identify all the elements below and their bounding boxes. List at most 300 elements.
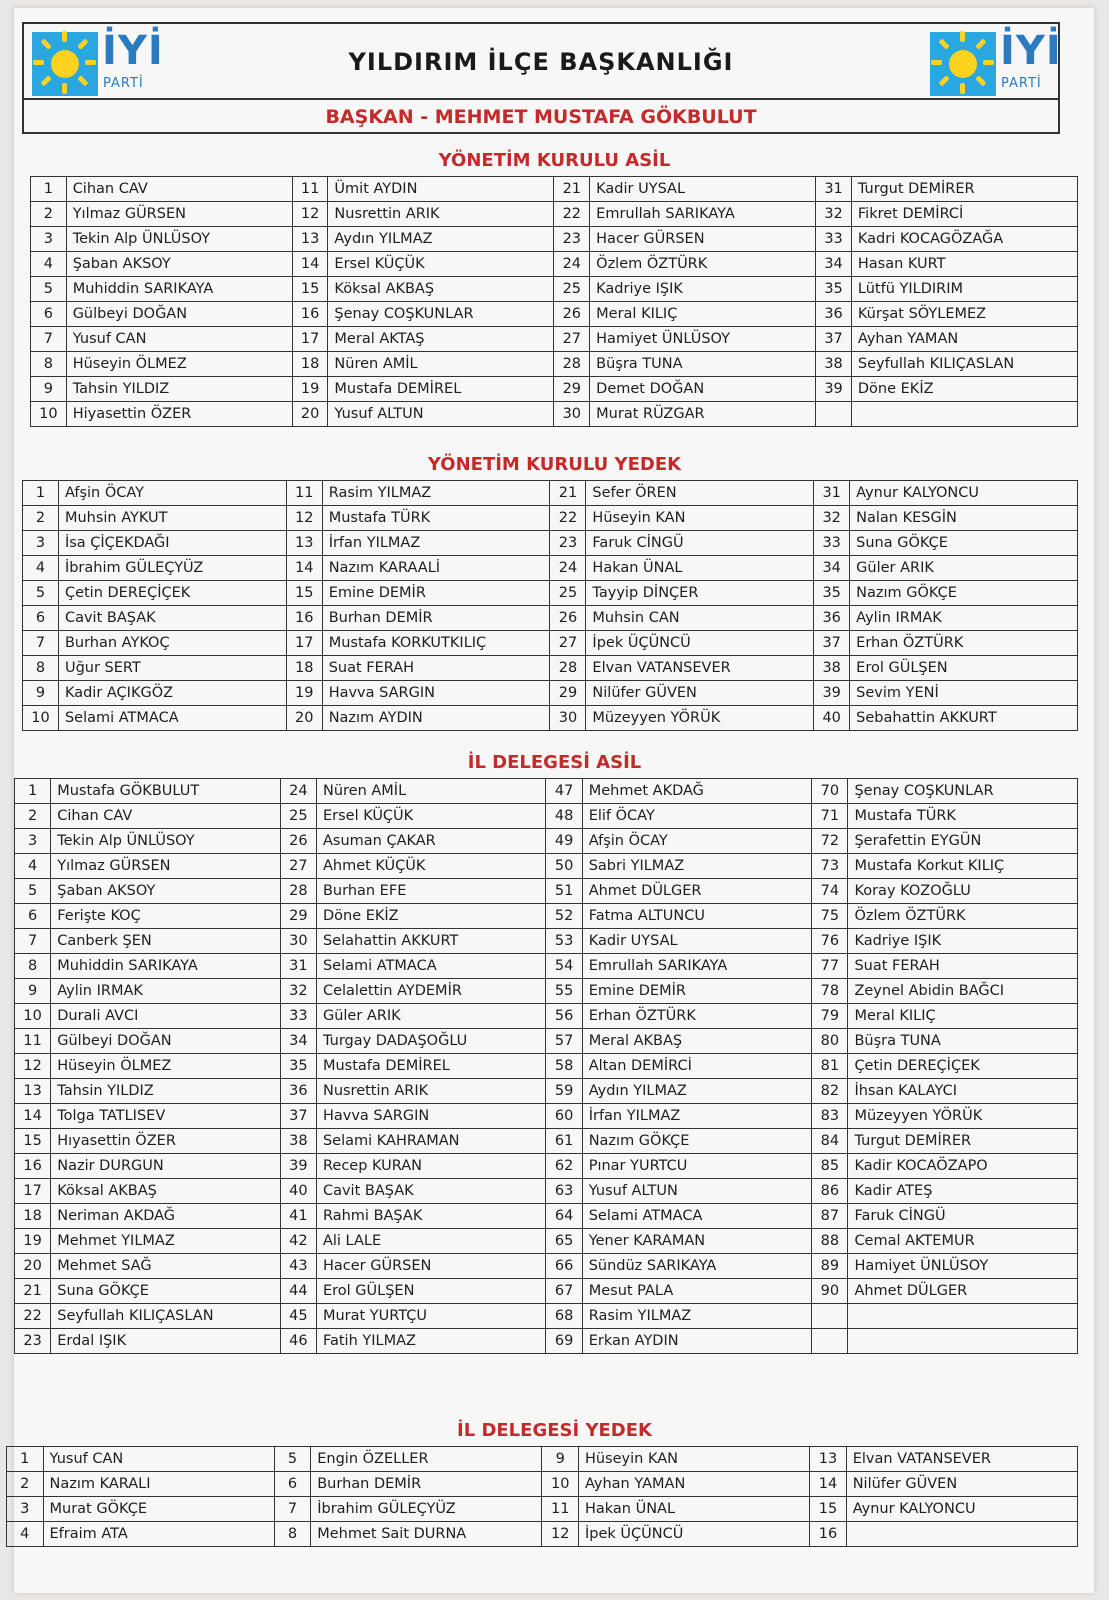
member-name: Sündüz SARIKAYA (582, 1254, 812, 1279)
row-number: 9 (23, 681, 59, 706)
member-name: Efraim ATA (43, 1522, 274, 1547)
row-number: 4 (23, 556, 59, 581)
member-name: Mehmet AKDAĞ (582, 779, 812, 804)
member-name: İrfan YILMAZ (582, 1104, 812, 1129)
row-number: 9 (542, 1447, 579, 1472)
member-name: Lütfü YILDIRIM (851, 277, 1077, 302)
row-number: 39 (816, 377, 852, 402)
row-number: 5 (15, 879, 51, 904)
logo-subtext: PARTİ (103, 76, 144, 91)
member-name: Celalettin AYDEMİR (316, 979, 546, 1004)
row-number: 6 (15, 904, 51, 929)
member-name: İpek ÜÇÜNCÜ (578, 1522, 809, 1547)
member-name: Aynur KALYONCU (850, 481, 1078, 506)
logo-wordmark: İYİ (102, 28, 164, 74)
member-name: Tekin Alp ÜNLÜSOY (51, 829, 281, 854)
table-row (15, 854, 1078, 879)
table-row (31, 302, 1078, 327)
table-row (15, 1204, 1078, 1229)
member-name: Yılmaz GÜRSEN (66, 202, 292, 227)
row-number: 35 (814, 581, 850, 606)
member-name: Burhan DEMİR (311, 1472, 542, 1497)
row-number: 38 (816, 352, 852, 377)
member-name: Şerafettin EYGÜN (848, 829, 1078, 854)
row-number: 13 (292, 227, 328, 252)
row-number: 69 (546, 1329, 582, 1354)
table-row (15, 1054, 1078, 1079)
row-number: 29 (554, 377, 590, 402)
table-row (15, 1079, 1078, 1104)
member-name: Ersel KÜÇÜK (316, 804, 546, 829)
member-name: Emine DEMİR (582, 979, 812, 1004)
member-name: Durali AVCI (51, 1004, 281, 1029)
member-name: Şenay COŞKUNLAR (848, 779, 1078, 804)
member-name: Nazım KARAALİ (322, 556, 550, 581)
row-number: 58 (546, 1054, 582, 1079)
member-name: Uğur SERT (58, 656, 286, 681)
row-number: 39 (280, 1154, 316, 1179)
member-name: İsa ÇİÇEKDAĞI (58, 531, 286, 556)
row-number: 84 (812, 1129, 848, 1154)
row-number: 30 (554, 402, 590, 427)
member-name: Erhan ÖZTÜRK (582, 1004, 812, 1029)
member-name: Nazım GÖKÇE (582, 1129, 812, 1154)
row-number: 48 (546, 804, 582, 829)
row-number (816, 402, 852, 427)
member-name: Hiyasettin ÖZER (66, 402, 292, 427)
table-row (15, 829, 1078, 854)
member-name: Fatih YILMAZ (316, 1329, 546, 1354)
member-name: Sabri YILMAZ (582, 854, 812, 879)
table-row (23, 606, 1078, 631)
member-name: Mehmet SAĞ (51, 1254, 281, 1279)
member-name: Nalan KESGİN (850, 506, 1078, 531)
row-number: 26 (550, 606, 586, 631)
row-number: 21 (554, 177, 590, 202)
row-number: 5 (23, 581, 59, 606)
row-number: 25 (554, 277, 590, 302)
table-row (15, 1254, 1078, 1279)
row-number: 49 (546, 829, 582, 854)
row-number: 10 (15, 1004, 51, 1029)
member-name: Meral AKBAŞ (582, 1029, 812, 1054)
row-number: 13 (286, 531, 322, 556)
member-name: Hüseyin ÖLMEZ (66, 352, 292, 377)
row-number: 37 (280, 1104, 316, 1129)
il-delegesi-yedek-table (6, 1446, 1078, 1547)
row-number: 1 (7, 1447, 44, 1472)
row-number: 3 (23, 531, 59, 556)
row-number: 19 (286, 681, 322, 706)
member-name: Faruk CİNGÜ (848, 1204, 1078, 1229)
row-number: 14 (810, 1472, 847, 1497)
table-row (15, 904, 1078, 929)
row-number: 44 (280, 1279, 316, 1304)
member-name: Büşra TUNA (848, 1029, 1078, 1054)
row-number: 19 (292, 377, 328, 402)
row-number: 70 (812, 779, 848, 804)
member-name: Kadir ATEŞ (848, 1179, 1078, 1204)
member-name: Murat YURTÇU (316, 1304, 546, 1329)
row-number: 8 (31, 352, 67, 377)
table-row (23, 556, 1078, 581)
member-name: Turgay DADAŞOĞLU (316, 1029, 546, 1054)
member-name: Suna GÖKÇE (850, 531, 1078, 556)
row-number: 7 (274, 1497, 311, 1522)
member-name: Köksal AKBAŞ (51, 1179, 281, 1204)
member-name: Turgut DEMİRER (851, 177, 1077, 202)
row-number: 17 (292, 327, 328, 352)
member-name: Mustafa DEMİREL (328, 377, 554, 402)
member-name (848, 1329, 1078, 1354)
row-number: 54 (546, 954, 582, 979)
member-name: Elif ÖCAY (582, 804, 812, 829)
table-row (7, 1497, 1078, 1522)
member-name: Nazım AYDIN (322, 706, 550, 731)
row-number: 32 (280, 979, 316, 1004)
row-number: 47 (546, 779, 582, 804)
member-name: Cihan CAV (66, 177, 292, 202)
row-number: 4 (15, 854, 51, 879)
row-number: 37 (816, 327, 852, 352)
member-name: Hamiyet ÜNLÜSOY (848, 1254, 1078, 1279)
member-name: Kadri KOCAGÖZAĞA (851, 227, 1077, 252)
section-title: YÖNETİM KURULU YEDEK (427, 454, 682, 475)
table-row (15, 879, 1078, 904)
row-number: 27 (280, 854, 316, 879)
row-number: 17 (286, 631, 322, 656)
member-name: Yusuf ALTUN (582, 1179, 812, 1204)
row-number: 38 (814, 656, 850, 681)
member-name: Çetin DEREÇİÇEK (58, 581, 286, 606)
row-number: 23 (15, 1329, 51, 1354)
row-number: 56 (546, 1004, 582, 1029)
table-row (23, 506, 1078, 531)
row-number: 31 (814, 481, 850, 506)
row-number: 23 (550, 531, 586, 556)
section-title: İL DELEGESİ YEDEK (457, 1420, 652, 1441)
row-number: 76 (812, 929, 848, 954)
member-name (851, 402, 1077, 427)
row-number: 71 (812, 804, 848, 829)
row-number: 22 (15, 1304, 51, 1329)
member-name: Mesut PALA (582, 1279, 812, 1304)
member-name: Fatma ALTUNCU (582, 904, 812, 929)
row-number: 41 (280, 1204, 316, 1229)
member-name: Rasim YILMAZ (322, 481, 550, 506)
row-number: 63 (546, 1179, 582, 1204)
member-name: Cihan CAV (51, 804, 281, 829)
row-number: 67 (546, 1279, 582, 1304)
member-name: Tahsin YILDIZ (66, 377, 292, 402)
member-name: Şaban AKSOY (66, 252, 292, 277)
member-name: Rahmi BAŞAK (316, 1204, 546, 1229)
member-name: Cavit BAŞAK (316, 1179, 546, 1204)
row-number: 82 (812, 1079, 848, 1104)
row-number: 80 (812, 1029, 848, 1054)
member-name: Ayhan YAMAN (851, 327, 1077, 352)
member-name: Ali LALE (316, 1229, 546, 1254)
member-name: Selahattin AKKURT (316, 929, 546, 954)
table-row (23, 656, 1078, 681)
member-name: Nazım GÖKÇE (850, 581, 1078, 606)
member-name: Engin ÖZELLER (311, 1447, 542, 1472)
row-number: 32 (814, 506, 850, 531)
row-number: 29 (550, 681, 586, 706)
row-number: 75 (812, 904, 848, 929)
member-name: Fikret DEMİRCİ (851, 202, 1077, 227)
member-name: Aydın YILMAZ (582, 1079, 812, 1104)
member-name: Erkan AYDIN (582, 1329, 812, 1354)
yonetim-kurulu-yedek-table (22, 480, 1078, 731)
member-name: Cavit BAŞAK (58, 606, 286, 631)
table-row (15, 1304, 1078, 1329)
row-number: 15 (292, 277, 328, 302)
row-number: 10 (542, 1472, 579, 1497)
row-number: 30 (550, 706, 586, 731)
row-number: 9 (15, 979, 51, 1004)
member-name: Erdal IŞIK (51, 1329, 281, 1354)
row-number: 5 (274, 1447, 311, 1472)
section-title: YÖNETİM KURULU ASİL (438, 150, 671, 171)
row-number: 26 (554, 302, 590, 327)
row-number: 45 (280, 1304, 316, 1329)
document-header (22, 22, 1060, 134)
row-number: 22 (550, 506, 586, 531)
row-number: 89 (812, 1254, 848, 1279)
member-name: Rasim YILMAZ (582, 1304, 812, 1329)
row-number: 90 (812, 1279, 848, 1304)
member-name: Çetin DEREÇİÇEK (848, 1054, 1078, 1079)
member-name: Muhiddin SARIKAYA (66, 277, 292, 302)
member-name: Tolga TATLISEV (51, 1104, 281, 1129)
row-number: 46 (280, 1329, 316, 1354)
member-name: Kadir UYSAL (582, 929, 812, 954)
row-number: 12 (286, 506, 322, 531)
member-name: Burhan EFE (316, 879, 546, 904)
president-line: BAŞKAN - MEHMET MUSTAFA GÖKBULUT (325, 106, 757, 128)
member-name: Faruk CİNGÜ (586, 531, 814, 556)
member-name: Muhsin CAN (586, 606, 814, 631)
member-name: Pınar YURTCU (582, 1154, 812, 1179)
member-name: Sebahattin AKKURT (850, 706, 1078, 731)
row-number: 2 (7, 1472, 44, 1497)
table-row (15, 1129, 1078, 1154)
member-name: Zeynel Abidin BAĞCI (848, 979, 1078, 1004)
member-name: Döne EKİZ (851, 377, 1077, 402)
table-row (23, 581, 1078, 606)
row-number: 36 (814, 606, 850, 631)
member-name: Yusuf ALTUN (328, 402, 554, 427)
row-number: 39 (814, 681, 850, 706)
row-number (812, 1304, 848, 1329)
page-title: YILDIRIM İLÇE BAŞKANLIĞI (348, 48, 734, 76)
sun-icon (930, 32, 996, 96)
table-row (15, 1229, 1078, 1254)
row-number: 10 (31, 402, 67, 427)
member-name: Afşin ÖCAY (582, 829, 812, 854)
member-name: Aynur KALYONCU (846, 1497, 1077, 1522)
member-name: Ahmet DÜLGER (848, 1279, 1078, 1304)
member-name: Hıyasettin ÖZER (51, 1129, 281, 1154)
member-name: Nüren AMİL (316, 779, 546, 804)
table-row (23, 681, 1078, 706)
member-name: Murat GÖKÇE (43, 1497, 274, 1522)
row-number: 72 (812, 829, 848, 854)
member-name: Selami ATMACA (316, 954, 546, 979)
row-number: 81 (812, 1054, 848, 1079)
row-number: 31 (816, 177, 852, 202)
member-name: Suna GÖKÇE (51, 1279, 281, 1304)
row-number: 1 (31, 177, 67, 202)
table-row (15, 1179, 1078, 1204)
member-name: İhsan KALAYCI (848, 1079, 1078, 1104)
member-name: Hüseyin KAN (586, 506, 814, 531)
table-row (15, 1029, 1078, 1054)
member-name: Selami ATMACA (582, 1204, 812, 1229)
member-name: Sevim YENİ (850, 681, 1078, 706)
table-row (7, 1447, 1078, 1472)
member-name: Burhan DEMİR (322, 606, 550, 631)
member-name: Cemal AKTEMUR (848, 1229, 1078, 1254)
member-name: Hakan ÜNAL (586, 556, 814, 581)
row-number: 27 (554, 327, 590, 352)
member-name: Nazir DURGUN (51, 1154, 281, 1179)
row-number: 15 (810, 1497, 847, 1522)
row-number: 64 (546, 1204, 582, 1229)
il-delegesi-asil-table (14, 778, 1078, 1354)
row-number: 33 (814, 531, 850, 556)
member-name: Yusuf CAN (66, 327, 292, 352)
row-number: 61 (546, 1129, 582, 1154)
row-number: 55 (546, 979, 582, 1004)
member-name: Kadriye IŞIK (590, 277, 816, 302)
row-number: 11 (542, 1497, 579, 1522)
member-name: Ümit AYDIN (328, 177, 554, 202)
table-row (7, 1472, 1078, 1497)
row-number: 77 (812, 954, 848, 979)
member-name: Büşra TUNA (590, 352, 816, 377)
row-number: 12 (15, 1054, 51, 1079)
member-name: Elvan VATANSEVER (846, 1447, 1077, 1472)
row-number: 66 (546, 1254, 582, 1279)
member-name: Erol GÜLŞEN (850, 656, 1078, 681)
row-number: 37 (814, 631, 850, 656)
row-number: 34 (814, 556, 850, 581)
member-name: Selami KAHRAMAN (316, 1129, 546, 1154)
row-number: 33 (280, 1004, 316, 1029)
row-number: 78 (812, 979, 848, 1004)
logo-wordmark: İYİ (1000, 28, 1062, 74)
member-name: Aylin IRMAK (51, 979, 281, 1004)
row-number: 22 (554, 202, 590, 227)
member-name: Canberk ŞEN (51, 929, 281, 954)
member-name: Müzeyyen YÖRÜK (586, 706, 814, 731)
row-number: 43 (280, 1254, 316, 1279)
member-name: Koray KOZOĞLU (848, 879, 1078, 904)
member-name: Turgut DEMİRER (848, 1129, 1078, 1154)
member-name: Güler ARIK (850, 556, 1078, 581)
row-number: 16 (286, 606, 322, 631)
row-number: 7 (31, 327, 67, 352)
member-name: Mustafa DEMİREL (316, 1054, 546, 1079)
row-number: 8 (274, 1522, 311, 1547)
member-name: Kadriye IŞIK (848, 929, 1078, 954)
member-name: Selami ATMACA (58, 706, 286, 731)
member-name: Mustafa TÜRK (848, 804, 1078, 829)
row-number: 28 (554, 352, 590, 377)
row-number: 29 (280, 904, 316, 929)
row-number: 25 (280, 804, 316, 829)
row-number: 65 (546, 1229, 582, 1254)
member-name: Ersel KÜÇÜK (328, 252, 554, 277)
row-number: 13 (15, 1079, 51, 1104)
table-row (31, 177, 1078, 202)
member-name: İbrahim GÜLEÇYÜZ (58, 556, 286, 581)
member-name: Yusuf CAN (43, 1447, 274, 1472)
row-number: 14 (292, 252, 328, 277)
row-number: 2 (23, 506, 59, 531)
row-number: 9 (31, 377, 67, 402)
member-name: Meral KILIÇ (590, 302, 816, 327)
row-number: 40 (814, 706, 850, 731)
row-number: 13 (810, 1447, 847, 1472)
table-row (23, 531, 1078, 556)
table-row (23, 631, 1078, 656)
member-name: Muhsin AYKUT (58, 506, 286, 531)
member-name: İrfan YILMAZ (322, 531, 550, 556)
row-number: 79 (812, 1004, 848, 1029)
row-number: 8 (15, 954, 51, 979)
table-row (15, 1154, 1078, 1179)
table-row (15, 929, 1078, 954)
row-number: 20 (15, 1254, 51, 1279)
member-name: Gülbeyi DOĞAN (51, 1029, 281, 1054)
row-number: 24 (550, 556, 586, 581)
row-number: 30 (280, 929, 316, 954)
member-name: Nazım KARALI (43, 1472, 274, 1497)
row-number: 20 (286, 706, 322, 731)
row-number: 86 (812, 1179, 848, 1204)
row-number: 83 (812, 1104, 848, 1129)
member-name: Hakan ÜNAL (578, 1497, 809, 1522)
row-number: 17 (15, 1179, 51, 1204)
table-row (31, 402, 1078, 427)
row-number: 60 (546, 1104, 582, 1129)
table-row (23, 481, 1078, 506)
member-name: Hacer GÜRSEN (590, 227, 816, 252)
member-name: Ayhan YAMAN (578, 1472, 809, 1497)
member-name: Yılmaz GÜRSEN (51, 854, 281, 879)
row-number: 11 (292, 177, 328, 202)
member-name: Tahsin YILDIZ (51, 1079, 281, 1104)
member-name: Kürşat SÖYLEMEZ (851, 302, 1077, 327)
member-name: Şaban AKSOY (51, 879, 281, 904)
member-name: Sefer ÖREN (586, 481, 814, 506)
table-row (15, 1104, 1078, 1129)
row-number: 18 (286, 656, 322, 681)
row-number: 40 (280, 1179, 316, 1204)
table-row (15, 779, 1078, 804)
row-number: 38 (280, 1129, 316, 1154)
member-name: Recep KURAN (316, 1154, 546, 1179)
row-number: 26 (280, 829, 316, 854)
row-number: 3 (15, 829, 51, 854)
row-number: 1 (23, 481, 59, 506)
member-name: Nusrettin ARIK (328, 202, 554, 227)
member-name: Hüseyin KAN (578, 1447, 809, 1472)
row-number: 2 (15, 804, 51, 829)
